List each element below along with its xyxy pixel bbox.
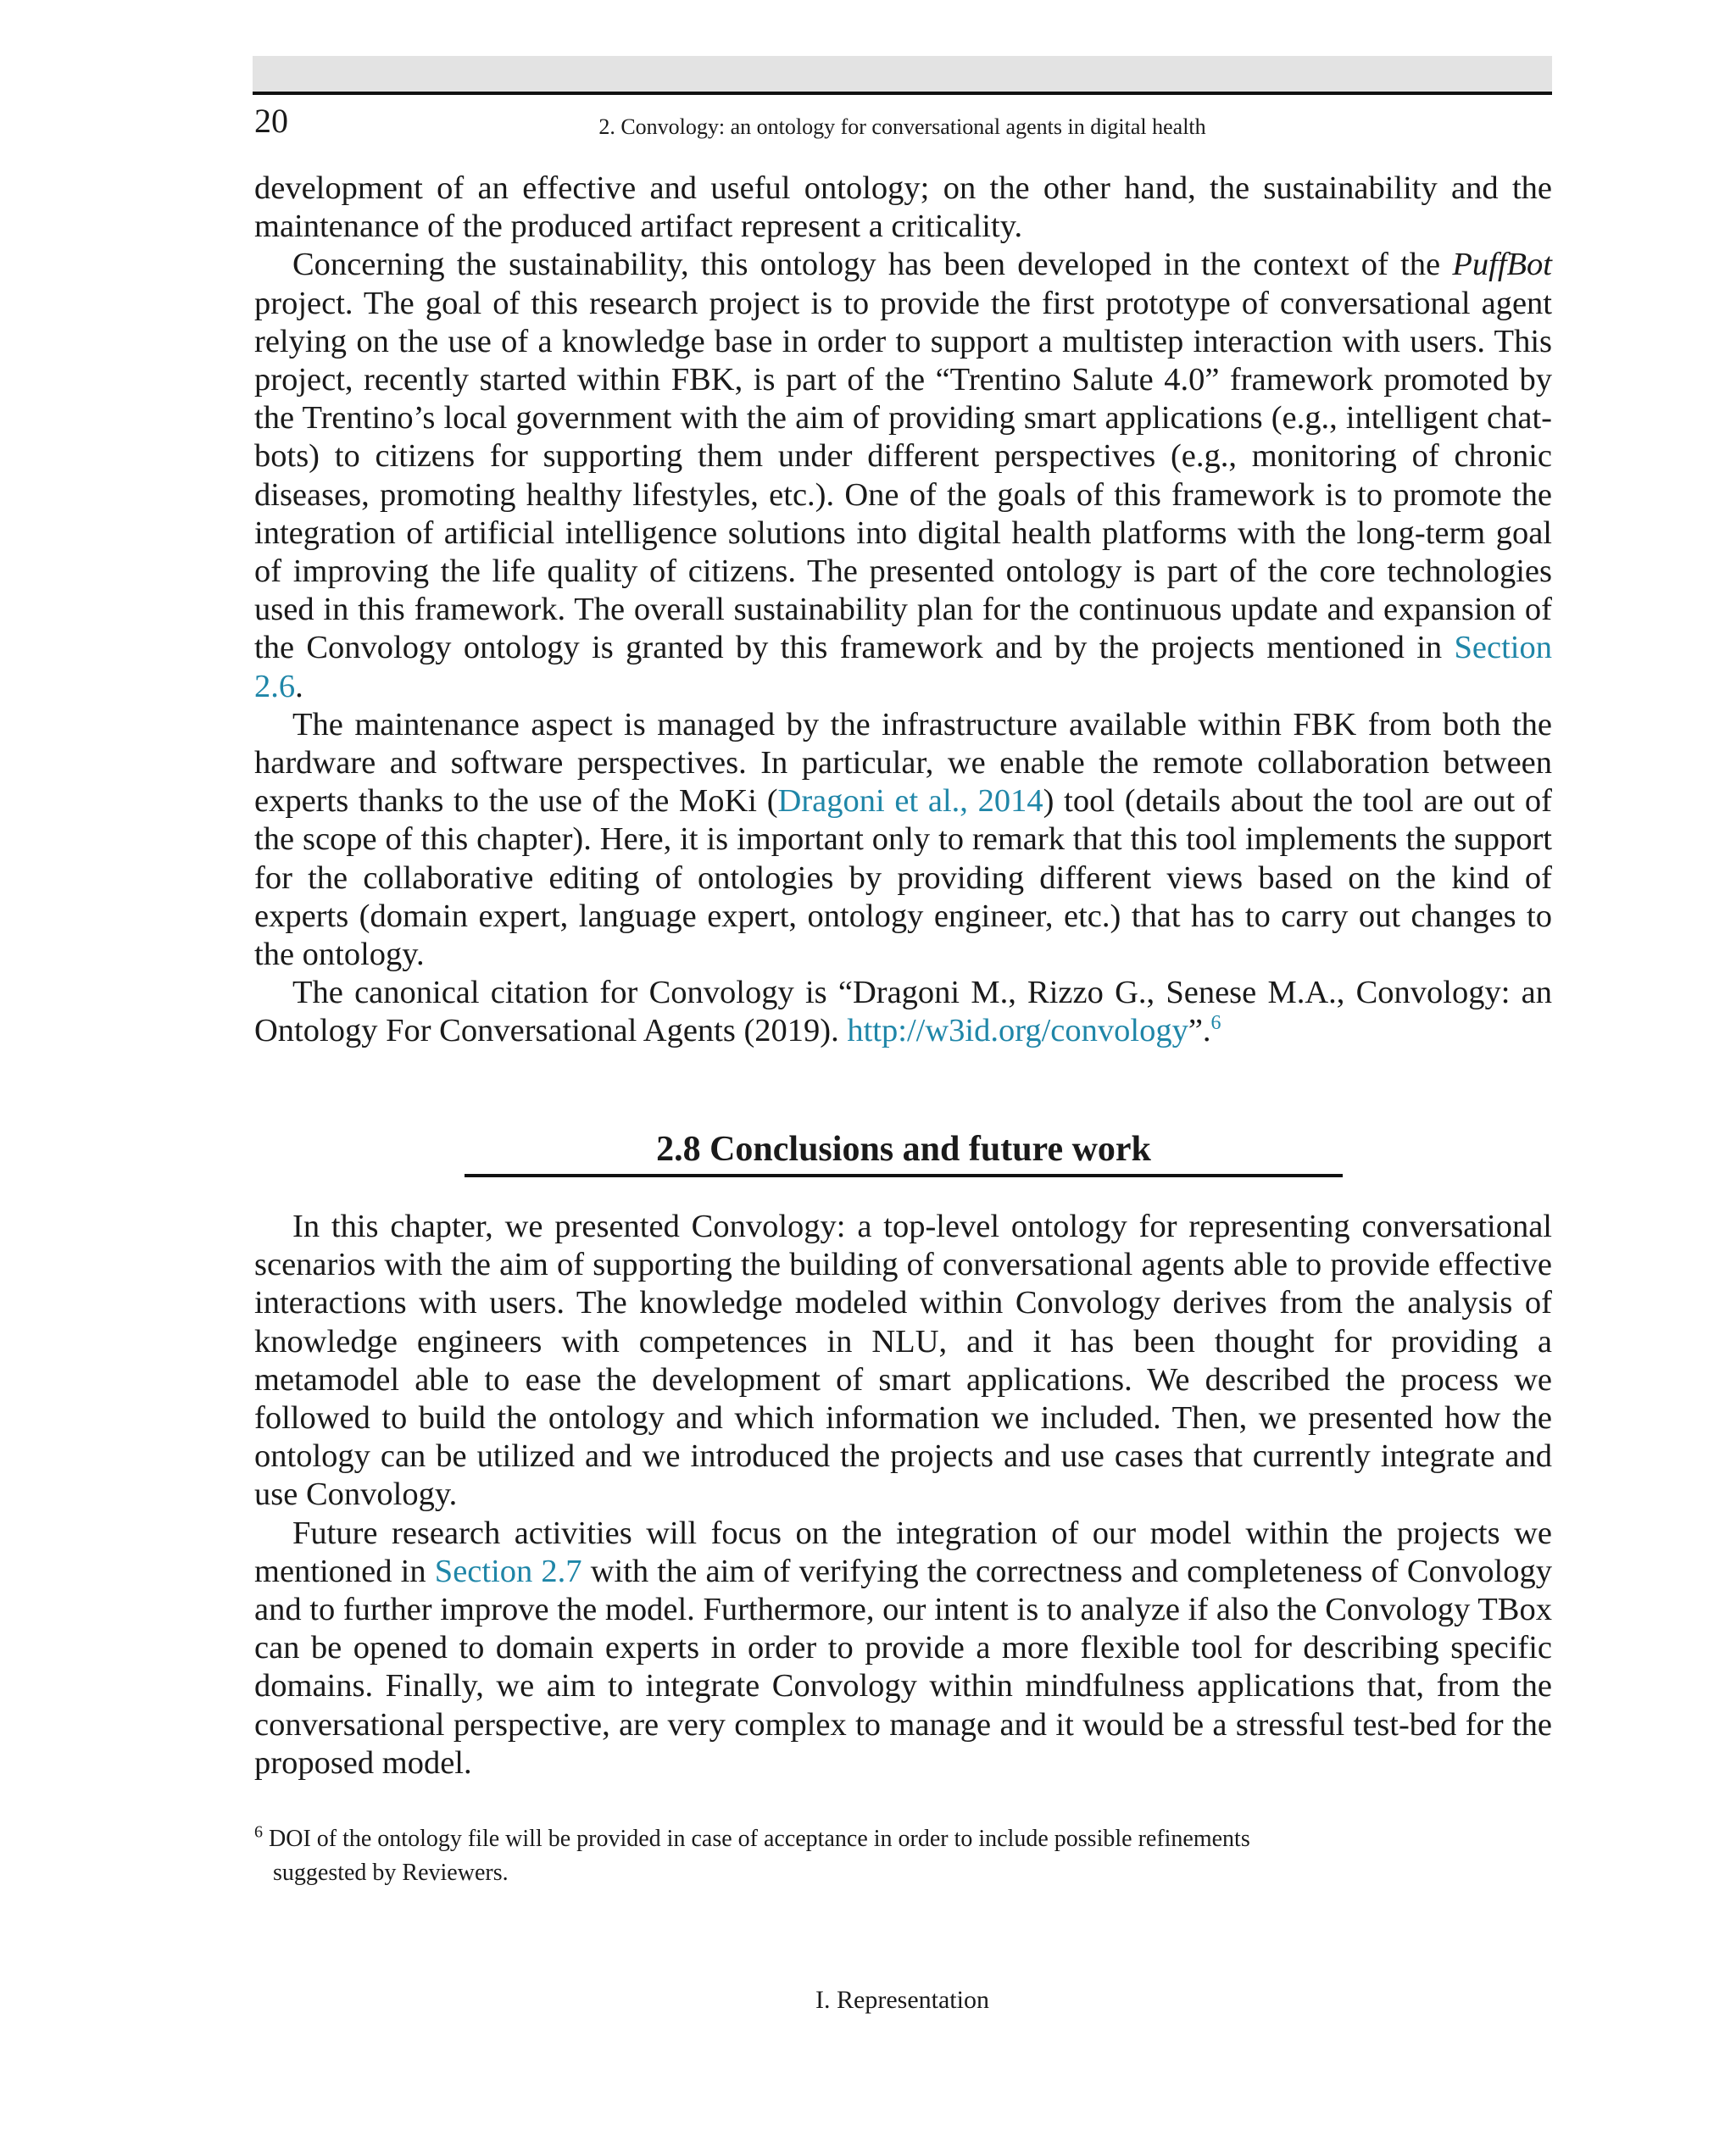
puffbot-italic: PuffBot [1452, 247, 1552, 283]
footnote-line-2: suggested by Reviewers. [273, 1860, 509, 1886]
header-band [253, 56, 1552, 92]
footnote-6-marker[interactable]: 6 [1210, 1012, 1221, 1035]
conclusions-paragraph-2 [254, 1515, 1552, 1782]
paragraph-3-text-b: ) tool (details about the tool are out of the scope of this chapter). Here, it is important only to remark that this tool implements the support for the collaborative editing of ontologies by providing different views based on the kind of experts (domain expert, language expert, ontology engineer, etc.) that has to carry out changes to the ontology. [254, 783, 1553, 973]
paragraph-2-text-b: project. The goal of this research project is to provide the first prototype of conversational agent relying on the use of a knowledge base in order to support a multistep interaction with users. This project, recently started within FBK, is part of the “Trentino Salute 4.0” framework promoted by the Trentino’s local government with the aim of providing smart applications (e.g., intelligent chat-bots) to citizens for supporting them under different perspectives (e.g., monitoring of chronic diseases, promoting healthy lifestyles, etc.). One of the goals of this framework is to promote the integration of artificial intelligence solutions into digital health platforms with the long-term goal of improving the life quality of citizens. The presented ontology is part of the core technologies used in this framework. The overall sustainability plan for the continuous update and expansion of the Convology ontology is granted by this framework and by the projects mentioned in [254, 285, 1552, 666]
paragraph-3 [254, 706, 1552, 974]
page-footer: I. Representation [815, 1986, 989, 2014]
conclusions-text [254, 1208, 1552, 1782]
footnote-text-1: DOI of the ontology file will be provided in case of acceptance in order to include possible refinements [263, 1826, 1250, 1852]
footnote [254, 1822, 1552, 1890]
section-heading: 2.8 Conclusions and future work [656, 1130, 1151, 1169]
section-heading-rule [465, 1174, 1343, 1177]
paragraph-1: development of an effective and useful ontology; on the other hand, the sustainability and the maintenance of the produced artifact represent a criticality. [254, 170, 1552, 245]
paragraph-2 [254, 246, 1552, 705]
section-2-7-link[interactable]: Section 2.7 [434, 1553, 582, 1589]
paragraph-2-end: . [295, 668, 303, 704]
conclusions-paragraph-2-text-b: with the aim of verifying the correctness and completeness of Convology and to further improve the model. Furthermore, our intent is to analyze if also the Convology TBox can be opened to domain experts in order to provide a more flexible tool for describing specific domains. Finally, we aim to integrate Convology within mindfulness applications that, from the conversational perspective, are very complex to manage and it would be a stressful test-bed for the proposed model. [254, 1553, 1553, 1781]
convology-url-link[interactable]: http://w3id.org/convology [847, 1013, 1188, 1049]
paragraph-4-text-a: The canonical citation for Convology is “Dragoni M., Rizzo G., Senese M.A., Convology: an Ontology For Conversational Agents (2019). [254, 975, 1552, 1049]
paragraph-4-text-b: ”. [1188, 1013, 1211, 1049]
running-head: 2. Convology: an ontology for conversational agents in digital health [598, 114, 1206, 139]
dragoni-2014-citation-link[interactable]: Dragoni et al., 2014 [777, 783, 1043, 820]
page-number: 20 [254, 102, 288, 140]
body-text [254, 170, 1552, 1051]
conclusions-paragraph-2-text-a: Future research activities will focus on the integration of our model within the projects we mentioned in [254, 1515, 1552, 1589]
footnote-line-1 [254, 1822, 1552, 1856]
header-rule [253, 92, 1552, 95]
paragraph-2-text-a: Concerning the sustainability, this ontology has been developed in the context of the [292, 247, 1453, 283]
conclusions-paragraph-1: In this chapter, we presented Convology: a top-level ontology for representing conversational scenarios with the aim of supporting the building of conversational agents able to provide effective interactions with users. The knowledge modeled within Convology derives from the analysis of knowledge engineers with competences in NLU, and it has been thought for providing a metamodel able to ease the development of smart applications. We described the process we followed to build the ontology and which information we included. Then, we presented how the ontology can be utilized and we introduced the projects and use cases that currently integrate and use Convology. [254, 1209, 1552, 1513]
section-2-6-link[interactable]: Section 2.6 [254, 630, 1552, 704]
paragraph-3-text-a: The maintenance aspect is managed by the infrastructure available within FBK from both the hardware and software perspectives. In particular, we enable the remote collaboration between experts thanks to the use of the MoKi ( [254, 706, 1552, 820]
paragraph-4 [254, 974, 1552, 1050]
footnote-marker: 6 [254, 1822, 263, 1842]
